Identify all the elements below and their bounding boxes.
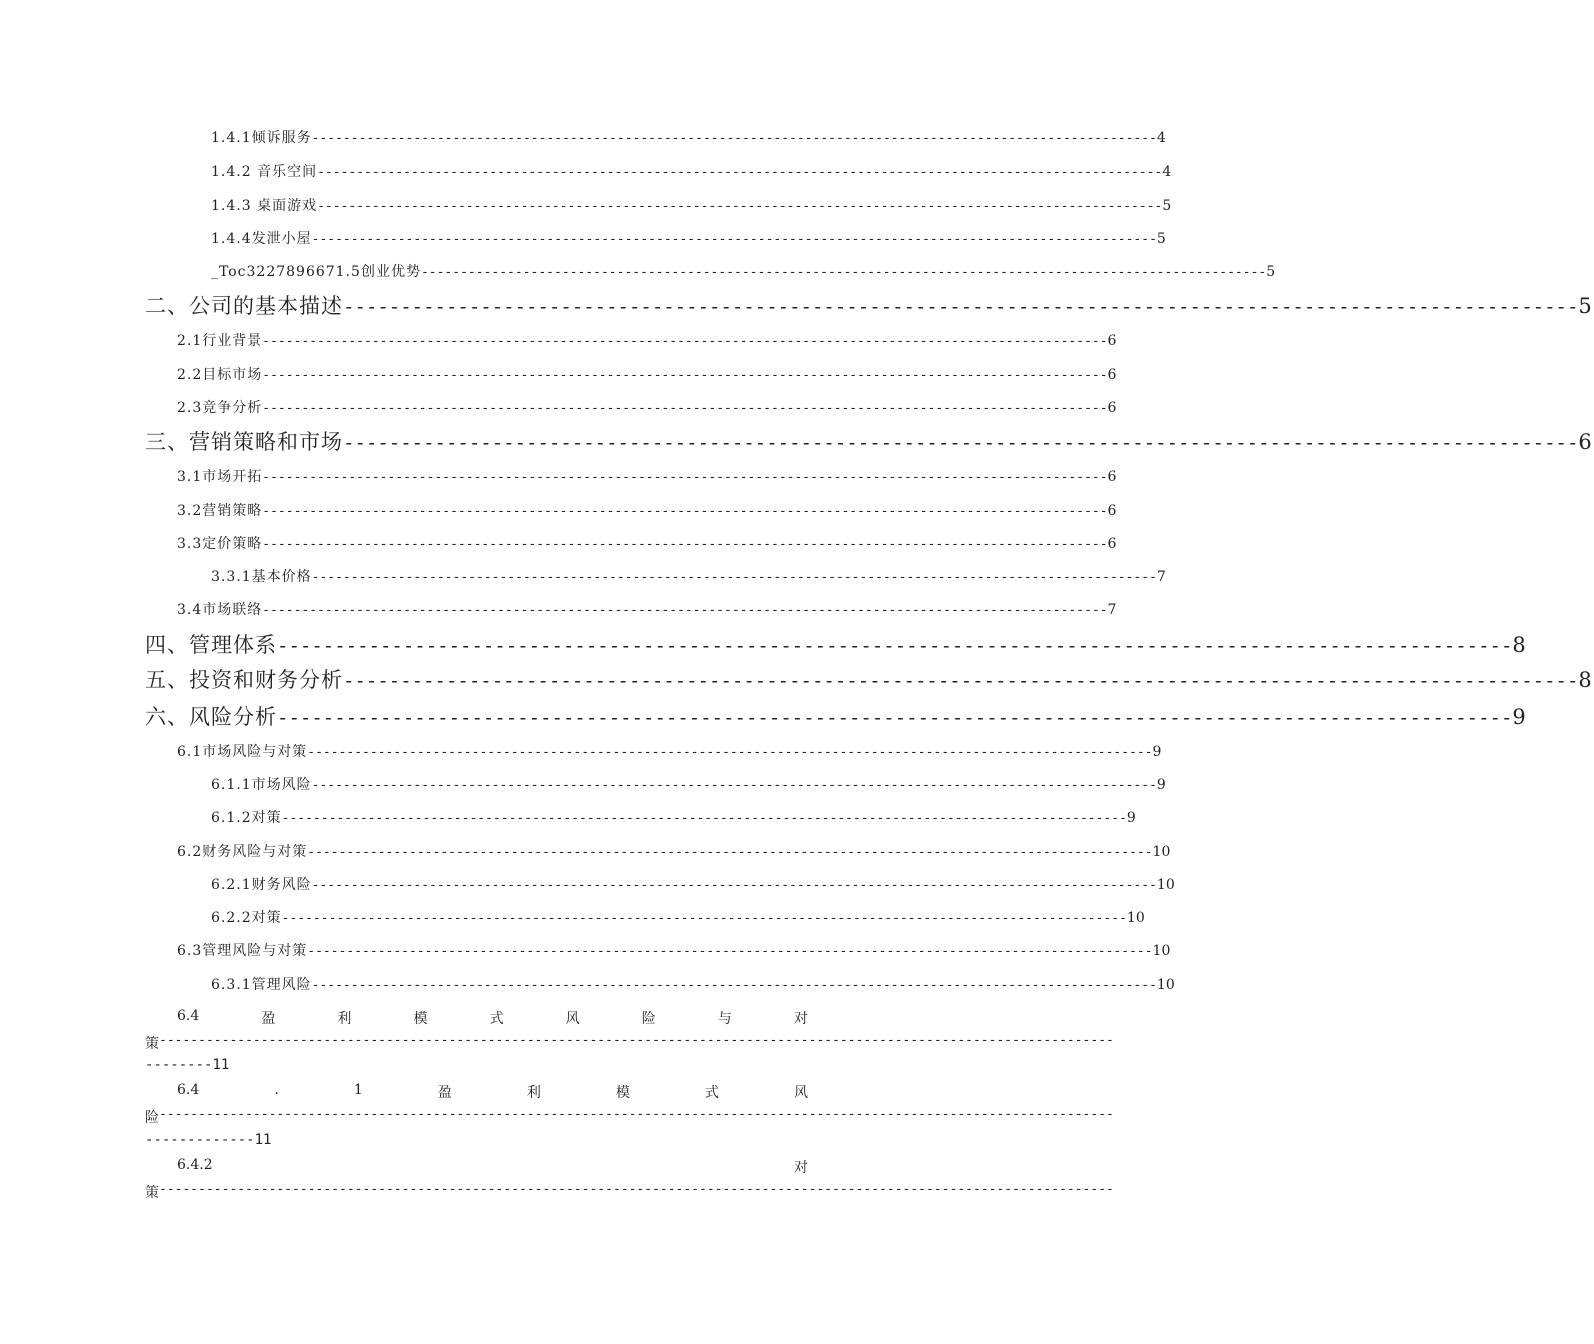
toc-leader: ------------------------------------------------------------------------------------------------------------ bbox=[311, 570, 1157, 585]
toc-entry-label: 3.2营销策略 bbox=[177, 503, 263, 519]
toc-leader: ------------------------------------------------------------------------------------------------------------ bbox=[262, 368, 1108, 383]
toc-leader: ------------------------------------------------------------------------------------------------------------ bbox=[311, 878, 1157, 893]
toc-entry-label: 1.4.2 音乐空间 bbox=[211, 164, 318, 180]
toc-leader: ------------------------------------------------------------------------------------------------------------ bbox=[311, 978, 1157, 993]
toc-wrapped-part: 6.4.2 bbox=[177, 1157, 213, 1173]
toc-wrapped-part: 险 bbox=[641, 1011, 656, 1027]
toc-entry[interactable] bbox=[211, 974, 1175, 994]
toc-page-number: 10 bbox=[1156, 877, 1175, 893]
toc-page-number: 6 bbox=[1107, 469, 1117, 485]
toc-wrapped-part: 风 bbox=[793, 1085, 808, 1101]
toc-entry[interactable] bbox=[211, 566, 1166, 586]
toc-wrapped-part: 盈 bbox=[261, 1011, 276, 1027]
toc-leader: ------------------------------------------------------------------------------------------------------------ bbox=[307, 944, 1153, 959]
toc-leader: ------------- bbox=[145, 1132, 255, 1148]
toc-wrapped-part: 式 bbox=[489, 1011, 504, 1027]
toc-leader: ------------------------------------------------------------------------------------------------------------ bbox=[343, 296, 1579, 318]
toc-leader: ------------------------------------------------------------------------------------------------------------ bbox=[262, 504, 1108, 519]
toc-leader: ------------------------------------------------------------------------------------------------------------ bbox=[262, 603, 1108, 618]
toc-entry[interactable] bbox=[177, 940, 1171, 960]
toc-page-number: 4 bbox=[1156, 130, 1166, 146]
toc-wrapped-entry[interactable] bbox=[177, 1082, 808, 1102]
toc-chapter-label: 三、营销策略和市场 bbox=[145, 430, 343, 454]
toc-page-number: 6 bbox=[1107, 400, 1117, 416]
toc-wrapped-part: 6.4 bbox=[177, 1082, 200, 1098]
toc-entry-label: 6.3管理风险与对策 bbox=[177, 943, 308, 959]
toc-page-number: 7 bbox=[1156, 569, 1166, 585]
toc-chapter[interactable] bbox=[145, 664, 1594, 694]
toc-entry-label: 3.1市场开拓 bbox=[177, 469, 263, 485]
toc-entry[interactable] bbox=[177, 397, 1117, 417]
toc-entry-label: 6.2.2对策 bbox=[211, 910, 282, 926]
toc-page-number: 5 bbox=[1266, 264, 1276, 280]
toc-entry-label: 2.1行业背景 bbox=[177, 333, 263, 349]
toc-leader: ------------------------------------------------------------------------------------------------------------ bbox=[311, 232, 1157, 247]
toc-leader: ------------------------------------------------------------------------------------------------------------ bbox=[311, 131, 1157, 146]
toc-wrapped-part: 风 bbox=[565, 1011, 580, 1027]
toc-page-number: 6 bbox=[1107, 333, 1117, 349]
toc-page-number: 5 bbox=[1156, 231, 1166, 247]
toc-entry-label: 3.3.1基本价格 bbox=[211, 569, 312, 585]
toc-page-number: 9 bbox=[1512, 705, 1528, 729]
toc-leader: ------------------------------------------------------------------------------------------------------------ bbox=[420, 265, 1267, 280]
toc-wrapped-part: 1 bbox=[353, 1082, 363, 1098]
toc-entry-label: 2.2目标市场 bbox=[177, 367, 263, 383]
toc-page-number: 6 bbox=[1107, 503, 1117, 519]
toc-wrapped-part: 利 bbox=[337, 1011, 352, 1027]
toc-wrapped-part: 对 bbox=[794, 1160, 808, 1176]
toc-entry[interactable] bbox=[177, 330, 1117, 350]
toc-entry[interactable] bbox=[177, 841, 1171, 861]
toc-leader: ------------------------------------------------------------------------------------------------------------ bbox=[343, 432, 1579, 454]
toc-leader: ------------------------------------------------------------------------------------------------------------ bbox=[311, 778, 1157, 793]
toc-page-number: 6 bbox=[1107, 367, 1117, 383]
toc-entry[interactable] bbox=[177, 500, 1117, 520]
toc-leader: ------------------------------------------------------------------------------------------------------------ bbox=[277, 707, 1513, 729]
toc-leader: ------------------------------------------------------------------------------------------------------------ bbox=[277, 635, 1513, 657]
toc-wrapped-part: 与 bbox=[717, 1011, 732, 1027]
toc-page-number: 9 bbox=[1152, 744, 1162, 760]
toc-wrapped-entry[interactable] bbox=[177, 1157, 808, 1177]
toc-wrapped-part: . bbox=[274, 1082, 279, 1098]
toc-entry[interactable] bbox=[177, 533, 1117, 553]
toc-entry-label: 6.2财务风险与对策 bbox=[177, 844, 308, 860]
toc-wrapped-part: 模 bbox=[413, 1011, 428, 1027]
toc-leader: -------------------------------------------------------------------------------------------------------------------------- bbox=[159, 1182, 1114, 1197]
toc-entry-label: 6.1市场风险与对策 bbox=[177, 744, 308, 760]
toc-wrapped-part: 模 bbox=[615, 1085, 630, 1101]
toc-entry[interactable] bbox=[211, 907, 1145, 927]
toc-leader: ------------------------------------------------------------------------------------------------------------ bbox=[307, 745, 1153, 760]
toc-leader: ------------------------------------------------------------------------------------------------------------ bbox=[317, 199, 1163, 214]
toc-wrapped-continuation bbox=[145, 1033, 1114, 1053]
toc-entry[interactable] bbox=[211, 228, 1166, 248]
toc-page-number: 10 bbox=[1156, 977, 1175, 993]
toc-wrapped-part: 利 bbox=[526, 1085, 541, 1101]
toc-wrapped-part: 式 bbox=[704, 1085, 719, 1101]
toc-page-number: 6 bbox=[1578, 430, 1594, 454]
toc-wrapped-entry[interactable] bbox=[177, 1008, 808, 1028]
toc-page-number: 5 bbox=[1578, 294, 1594, 318]
toc-leader: ------------------------------------------------------------------------------------------------------------ bbox=[281, 911, 1127, 926]
toc-page-number: 10 bbox=[1152, 844, 1171, 860]
toc-chapter-label: 五、投资和财务分析 bbox=[145, 668, 343, 692]
toc-page-number: 6 bbox=[1107, 536, 1117, 552]
toc-leader: -------------------------------------------------------------------------------------------------------------------------- bbox=[159, 1033, 1114, 1048]
toc-page-number: 7 bbox=[1107, 602, 1117, 618]
toc-entry[interactable] bbox=[177, 364, 1117, 384]
toc-page-number: 11 bbox=[212, 1057, 230, 1073]
toc-leader: ------------------------------------------------------------------------------------------------------------ bbox=[262, 334, 1108, 349]
toc-entry-label: 3.4市场联络 bbox=[177, 602, 263, 618]
toc-page-number: 5 bbox=[1162, 198, 1172, 214]
toc-leader: ------------------------------------------------------------------------------------------------------------ bbox=[262, 470, 1108, 485]
toc-entry-label: 6.3.1管理风险 bbox=[211, 977, 312, 993]
toc-chapter-label: 四、管理体系 bbox=[145, 633, 277, 657]
toc-chapter-label: 六、风险分析 bbox=[145, 705, 277, 729]
toc-chapter[interactable] bbox=[145, 701, 1528, 731]
toc-entry-label: 1.4.1倾诉服务 bbox=[211, 130, 312, 146]
toc-entry[interactable] bbox=[177, 599, 1117, 619]
toc-entry[interactable] bbox=[211, 195, 1172, 215]
toc-wrapped-cont-label: 策 bbox=[145, 1185, 159, 1201]
toc-page-number: 9 bbox=[1156, 777, 1166, 793]
toc-entry-label: 6.2.1财务风险 bbox=[211, 877, 312, 893]
toc-entry-label: 1.4.3 桌面游戏 bbox=[211, 198, 318, 214]
toc-entry-label: 6.1.2对策 bbox=[211, 810, 282, 826]
toc-entry-label: _Toc3227896671.5创业优势 bbox=[211, 264, 421, 280]
toc-leader: ------------------------------------------------------------------------------------------------------------ bbox=[307, 845, 1153, 860]
toc-wrapped-tail bbox=[145, 1057, 229, 1073]
toc-chapter-label: 二、公司的基本描述 bbox=[145, 294, 343, 318]
toc-leader: -------------------------------------------------------------------------------------------------------------------------- bbox=[159, 1107, 1114, 1122]
toc-leader: ------------------------------------------------------------------------------------------------------------ bbox=[317, 165, 1163, 180]
toc-entry[interactable] bbox=[211, 807, 1136, 827]
toc-page-number: 4 bbox=[1162, 164, 1172, 180]
toc-wrapped-continuation bbox=[145, 1182, 1114, 1202]
toc-page-number: 9 bbox=[1126, 810, 1136, 826]
toc-page-number: 10 bbox=[1152, 943, 1171, 959]
toc-entry-label: 2.3竞争分析 bbox=[177, 400, 263, 416]
toc-entry[interactable] bbox=[211, 127, 1166, 147]
toc-page-number: 11 bbox=[254, 1132, 272, 1148]
toc-leader: ------------------------------------------------------------------------------------------------------------ bbox=[343, 670, 1579, 692]
toc-wrapped-continuation bbox=[145, 1107, 1114, 1127]
toc-leader: ------------------------------------------------------------------------------------------------------------ bbox=[262, 401, 1108, 416]
toc-chapter[interactable] bbox=[145, 290, 1594, 320]
toc-leader: ------------------------------------------------------------------------------------------------------------ bbox=[281, 811, 1127, 826]
toc-page-number: 10 bbox=[1126, 910, 1145, 926]
toc-wrapped-cont-label: 策 bbox=[145, 1036, 159, 1052]
toc-entry-label: 1.4.4发泄小屋 bbox=[211, 231, 312, 247]
toc-wrapped-part: 盈 bbox=[437, 1085, 452, 1101]
toc-wrapped-cont-label: 险 bbox=[145, 1110, 159, 1126]
toc-entry[interactable] bbox=[211, 161, 1172, 181]
toc-wrapped-tail bbox=[145, 1132, 271, 1148]
toc-entry[interactable] bbox=[177, 466, 1117, 486]
toc-chapter[interactable] bbox=[145, 426, 1594, 456]
toc-wrapped-part: 对 bbox=[793, 1011, 808, 1027]
toc-entry[interactable] bbox=[211, 261, 1276, 281]
toc-page-number: 8 bbox=[1578, 668, 1594, 692]
toc-leader: ------------------------------------------------------------------------------------------------------------ bbox=[262, 537, 1108, 552]
toc-entry-label: 3.3定价策略 bbox=[177, 536, 263, 552]
toc-entry[interactable] bbox=[211, 774, 1166, 794]
toc-entry-label: 6.1.1市场风险 bbox=[211, 777, 312, 793]
toc-wrapped-part: 6.4 bbox=[177, 1008, 200, 1024]
toc-entry[interactable] bbox=[177, 741, 1162, 761]
toc-entry[interactable] bbox=[211, 874, 1175, 894]
toc-page-number: 8 bbox=[1512, 633, 1528, 657]
toc-chapter[interactable] bbox=[145, 629, 1528, 659]
toc-leader: -------- bbox=[145, 1057, 213, 1073]
